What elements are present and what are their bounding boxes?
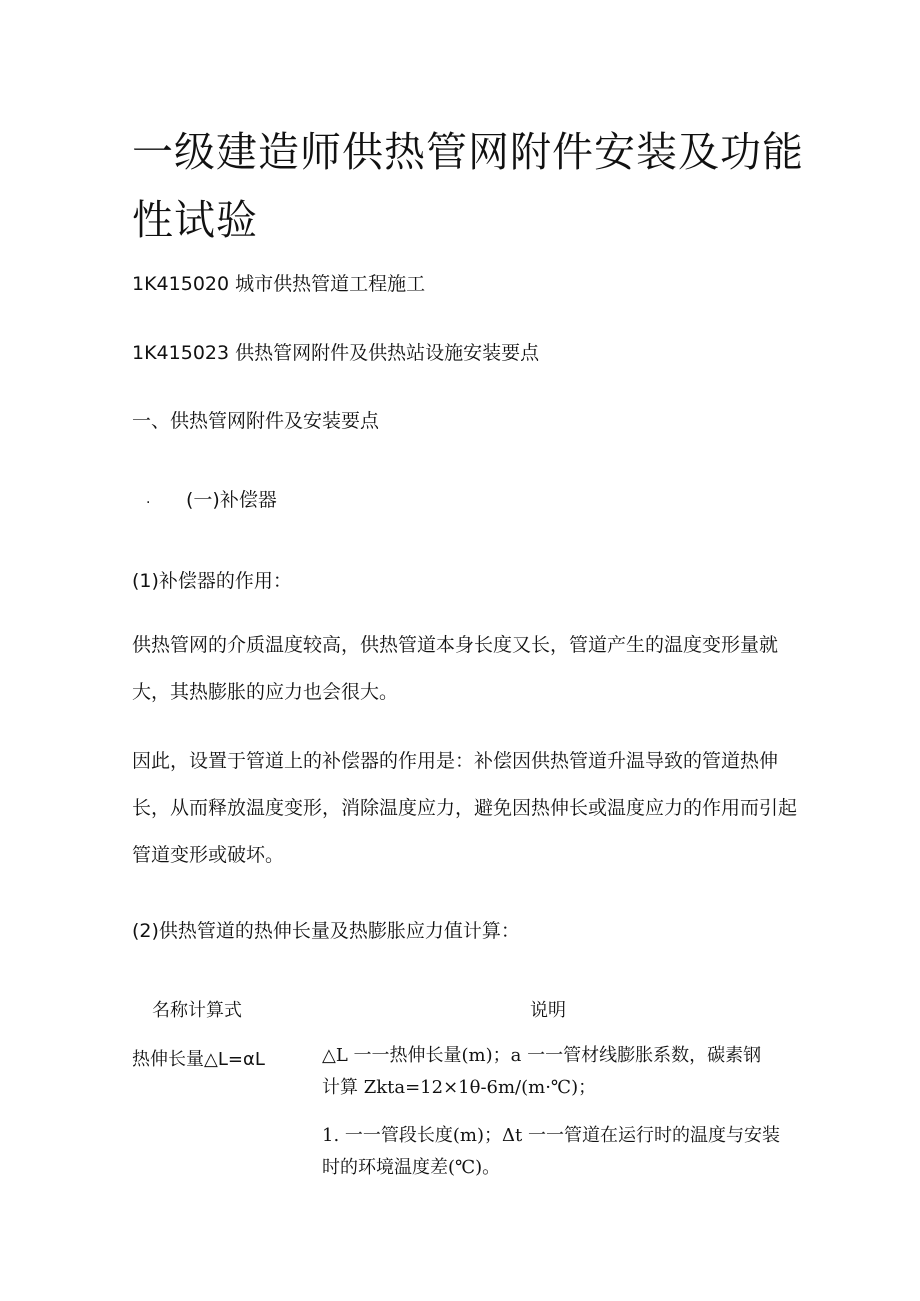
- paragraph-1: 供热管网的介质温度较高，供热管道本身长度又长，管道产生的温度变形量就大，其热膨胀的应力也会很大。: [132, 634, 779, 703]
- table-cell-name: 热伸长量△L=αL: [132, 1049, 265, 1070]
- desc-line-2: 计算 Zkta=12×1θ-6m/(m·℃)；: [322, 1077, 597, 1098]
- heading-subsection: 一、供热管网附件及安装要点: [132, 410, 380, 432]
- table-header-desc: 说明: [530, 1000, 566, 1021]
- heading-compensator: (一)补偿器: [186, 489, 277, 511]
- document-title: 一级建造师供热管网附件安装及功能性试验: [132, 128, 804, 244]
- desc-line-4: 时的环境温度差(℃)。: [322, 1157, 501, 1178]
- desc-line-3: 1. 一一管段长度(m)；Δt 一一管道在运行时的温度与安装: [322, 1125, 780, 1146]
- heading-function: (1)补偿器的作用：: [132, 570, 292, 592]
- heading-section: 1K415023 供热管网附件及供热站设施安装要点: [132, 342, 540, 364]
- table-header-name: 名称计算式: [152, 1000, 242, 1021]
- table-cell-desc: [322, 1040, 792, 1184]
- heading-chapter: 1K415020 城市供热管道工程施工: [132, 273, 426, 295]
- bullet-mark: ·: [146, 495, 151, 511]
- desc-line-1: △L 一一热伸长量(m)；a 一一管材线膨胀系数，碳素钢: [322, 1045, 762, 1066]
- paragraph-2: 因此，设置于管道上的补偿器的作用是：补偿因供热管道升温导致的管道热伸长，从而释放温度变形，消除温度应力，避免因热伸长或温度应力的作用而引起管道变形或破坏。: [132, 750, 798, 866]
- heading-calculation: (2)供热管道的热伸长量及热膨胀应力值计算：: [132, 920, 520, 942]
